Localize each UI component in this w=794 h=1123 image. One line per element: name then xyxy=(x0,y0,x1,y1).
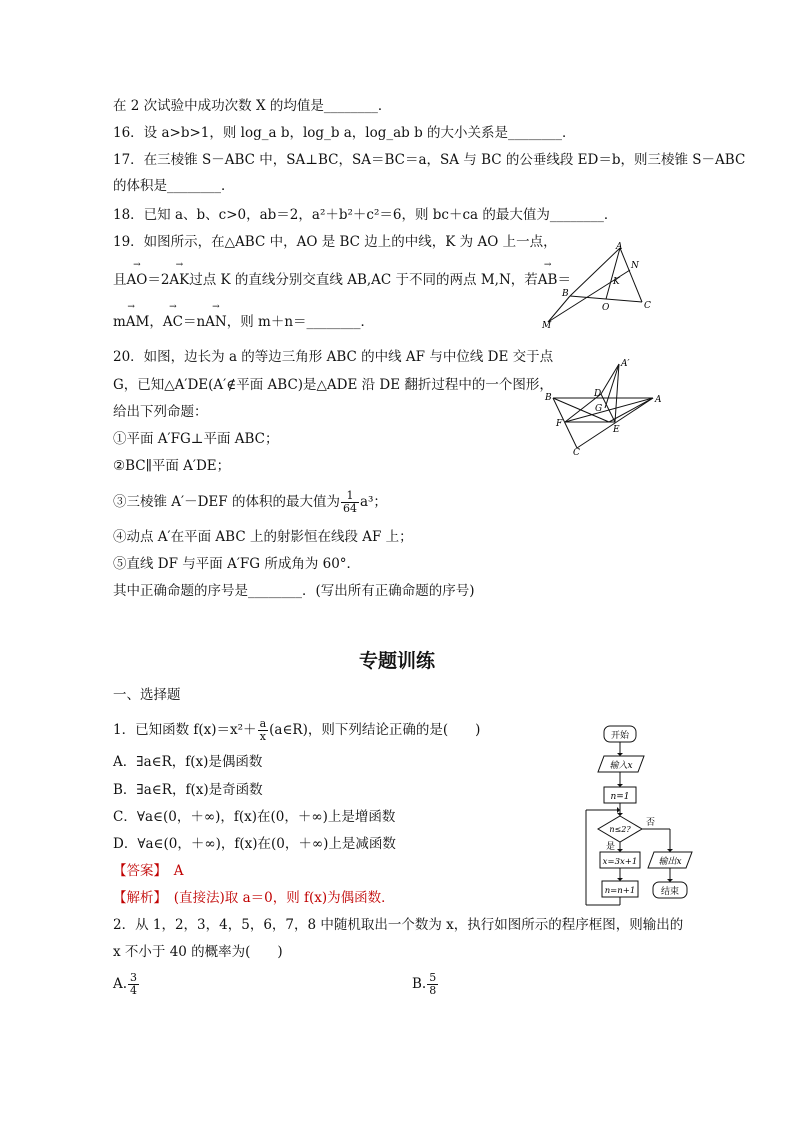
fig20-label-a: A xyxy=(655,395,662,405)
q16: 16．设 a>b>1，则 log_a b，log_b a，log_ab b 的大小关系是________． xyxy=(113,125,576,141)
q15-tail: 在 2 次试验中成功次数 X 的均值是________． xyxy=(113,98,392,114)
q20-opt3: ③三棱锥 A′－DEF 的体积的最大值为 $\frac{1}{64}$ a³； xyxy=(113,489,387,515)
fig19-label-a: A xyxy=(616,242,623,252)
flowchart-q2 xyxy=(580,724,700,914)
vector-AK: → AK xyxy=(169,271,189,289)
fig19-label-m: M xyxy=(542,321,552,330)
q19-line3: → mAM，→ AC＝n→ AN，则 m＋n＝________． xyxy=(113,313,374,331)
flow-output: 输出x xyxy=(658,857,682,867)
q17-line2: 的体积是________． xyxy=(113,178,235,194)
q20-line3: 给出下列命题： xyxy=(113,404,208,420)
flow-condition: n≤2? xyxy=(609,825,631,834)
flow-start: 开始 xyxy=(610,731,630,741)
q20-end: 其中正确命题的序号是________．(写出所有正确命题的序号) xyxy=(113,583,475,599)
fig20-label-a-prime: A′ xyxy=(621,359,630,369)
q2-option-b: B. $\frac{5}{8}$ xyxy=(412,971,437,997)
section-title: 专题训练 xyxy=(358,650,435,672)
q18: 18．已知 a、b、c>0，ab＝2，a²＋b²＋c²＝6，则 bc＋ca 的最大值为________． xyxy=(113,207,618,223)
part-choice-questions: 一、选择题 xyxy=(113,687,181,703)
fraction-3-4: $\frac{3}{4}$ xyxy=(130,971,138,997)
fig19-label-c: C xyxy=(644,301,651,311)
fig20-label-d: D xyxy=(594,389,602,399)
q20-opt1: ①平面 A′FG⊥平面 ABC； xyxy=(113,431,279,447)
figure-triangle-abc-q19 xyxy=(540,240,660,330)
q1-option-a: A．∃a∈R，f(x)是偶函数 xyxy=(113,754,263,770)
vector-AB: → AB xyxy=(538,271,558,289)
q19-line1: 19．如图所示，在△ABC 中，AO 是 BC 边上的中线，K 为 AO 上一点， xyxy=(113,234,557,250)
flow-end: 结束 xyxy=(660,887,680,897)
q20-line1: 20．如图，边长为 a 的等边三角形 ABC 的中线 AF 与中位线 DE 交于点 xyxy=(113,349,554,365)
q1-answer: 【答案】 A xyxy=(113,863,184,879)
q20-opt2: ②BC∥平面 A′DE； xyxy=(113,458,231,474)
q1-option-c: C．∀a∈(0，＋∞)，f(x)在(0，＋∞)上是增函数 xyxy=(113,809,396,825)
fraction-5-8: $\frac{5}{8}$ xyxy=(429,971,437,997)
fig19-label-n: N xyxy=(631,261,639,271)
q20-opt5: ⑤直线 DF 与平面 A′FG 所成角为 60°． xyxy=(113,556,361,572)
fig20-label-f: F xyxy=(556,419,563,429)
q1-analysis: 【解析】 (直接法)取 a＝0，则 f(x)为偶函数． xyxy=(113,890,395,906)
q20-opt4: ④动点 A′在平面 ABC 上的射影恒在线段 AF 上； xyxy=(113,529,413,545)
flow-input: 输入x xyxy=(609,761,633,771)
flow-no: 否 xyxy=(646,818,656,828)
fig19-label-o: O xyxy=(602,303,610,313)
vector-AO: → AO xyxy=(127,271,148,289)
q1-option-d: D．∀a∈(0，＋∞)，f(x)在(0，＋∞)上是减函数 xyxy=(113,836,396,852)
flow-yes: 是 xyxy=(606,842,616,852)
q17-line1: 17．在三棱锥 S－ABC 中，SA⊥BC，SA＝BC＝a，SA 与 BC 的公垂线段 ED＝b，则三棱锥 S－ABC xyxy=(113,152,746,168)
fig20-label-e: E xyxy=(613,425,620,435)
q2-line2: x 不小于 40 的概率为( ) xyxy=(113,944,283,960)
vector-mAM: → mAM xyxy=(113,313,149,331)
q19-line2: 且→ AO＝2→ AK过点 K 的直线分别交直线 AB,AC 于不同的两点 M,N，若→ AB＝ xyxy=(113,271,571,289)
fig19-label-k: K xyxy=(613,277,620,287)
fig19-label-b: B xyxy=(562,289,569,299)
q1-stem: 1．已知函数 f(x)＝x²＋ $\frac{a}{x}$ (a∈R)，则下列结论正确的是( ) xyxy=(113,717,481,743)
flow-init: n=1 xyxy=(610,792,630,802)
q2-line1: 2．从 1，2，3，4，5，6，7，8 中随机取出一个数为 x，执行如图所示的程序框图，则输出的 xyxy=(113,917,684,933)
figure-folded-triangle-q20 xyxy=(543,356,673,456)
fig20-label-b: B xyxy=(545,393,552,403)
q1-option-b: B．∃a∈R，f(x)是奇函数 xyxy=(113,782,263,798)
q2-option-a: A. $\frac{3}{4}$ xyxy=(113,971,138,997)
flow-increment: n=n+1 xyxy=(604,886,636,896)
vector-AN: → AN xyxy=(205,313,227,331)
fraction-1-64: $\frac{1}{64}$ xyxy=(342,489,357,515)
q20-line2: G，已知△A′DE(A′∉平面 ABC)是△ADE 沿 DE 翻折过程中的一个图形， xyxy=(113,377,553,393)
flow-assign: x=3x+1 xyxy=(602,857,638,867)
vector-AC: → AC xyxy=(163,313,183,331)
fig20-label-g: G xyxy=(595,404,603,414)
fig20-label-c: C xyxy=(573,448,580,456)
fraction-a-over-x: $\frac{a}{x}$ xyxy=(259,717,267,743)
